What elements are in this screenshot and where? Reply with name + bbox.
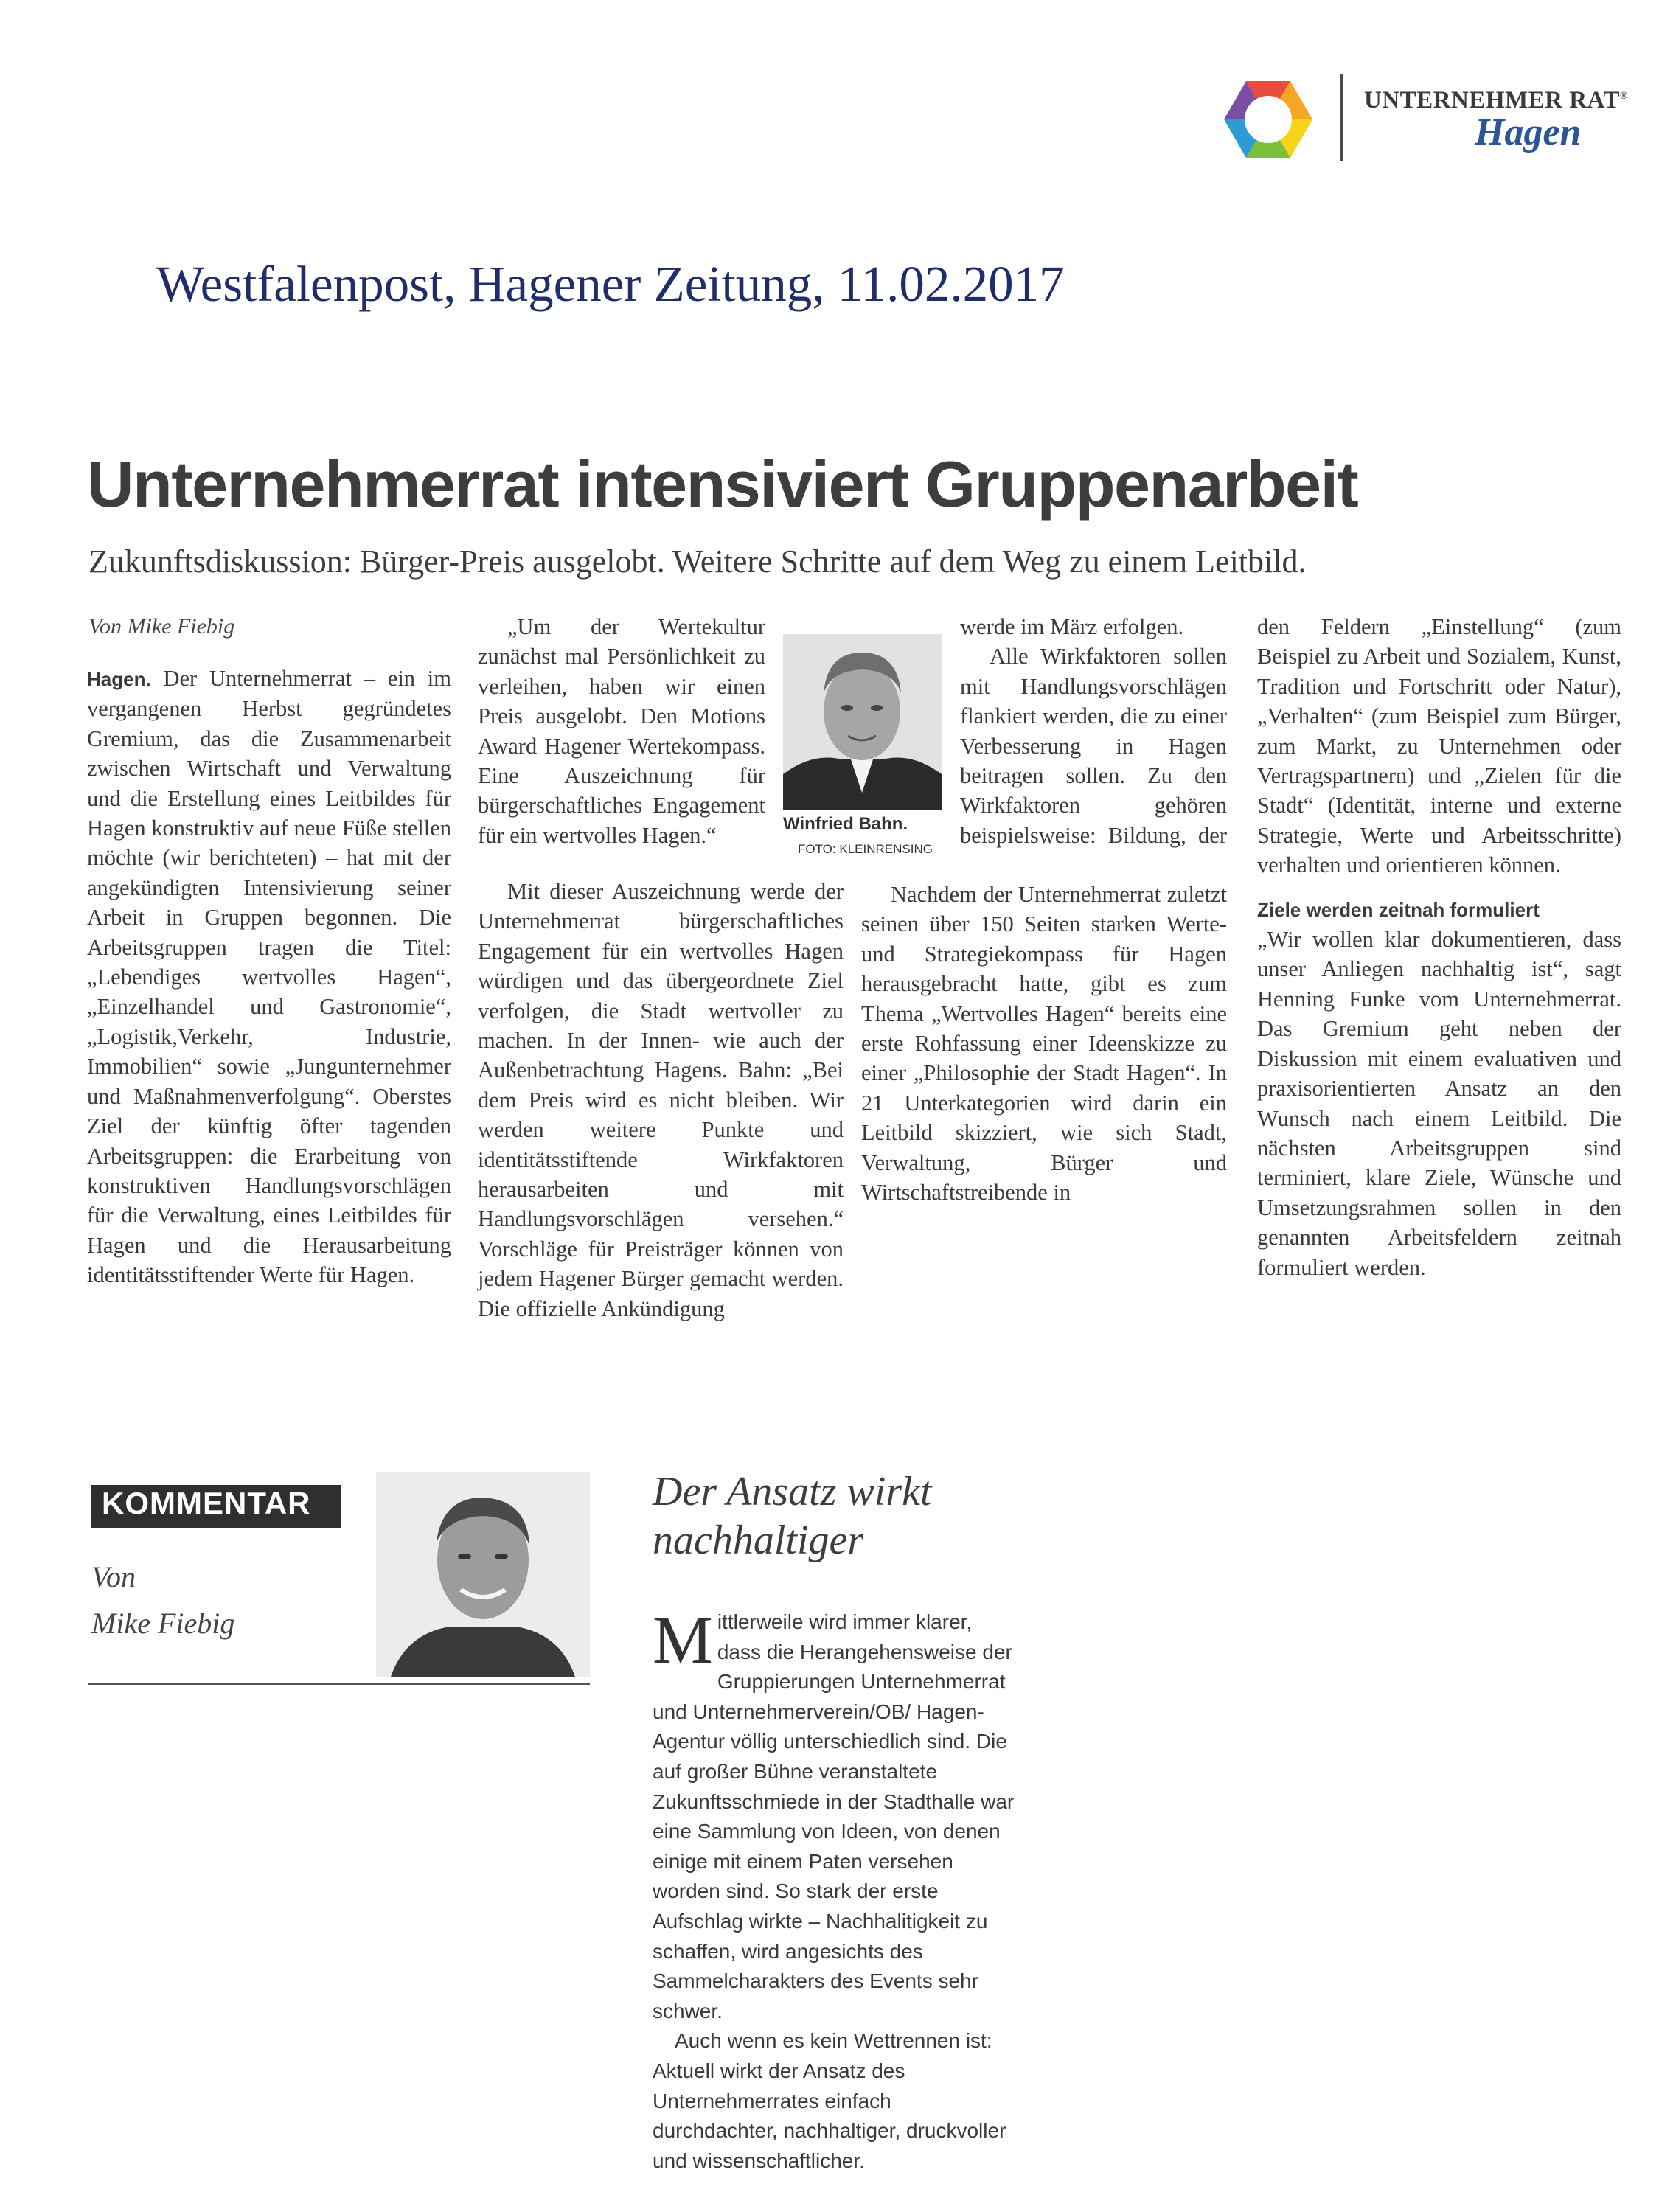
article-paragraph: „Wir wollen klar dokumentieren, dass unser Anliegen nachhaltig ist“, sagt Henning Funke vom Unternehmerrat. Das Gremium geht neben der Diskussion mit einem evaluativen und praxisorientierten Ansatz an den Wunsch nach einem Leitbild. Die nächsten Arbeitsgruppen sind terminiert, klare Ziele, Wünsche und Umsetzungsrahmen sollen in den genannten Arbeitsfeldern zeitnah formuliert werden. [1257, 927, 1621, 1280]
article-subhead: Ziele werden zeitnah formuliert [1257, 898, 1540, 921]
article-subheadline: Zukunftsdiskussion: Bürger-Preis ausgelobt. Weitere Schritte auf dem Weg zu einem Leitbild. [88, 543, 1307, 580]
commentary-title-line: Der Ansatz wirkt [653, 1469, 932, 1514]
article-column-3 [861, 880, 1227, 1207]
article-column-4 [1257, 612, 1621, 1282]
article-byline: Von Mike Fiebig [88, 614, 235, 639]
photo-credit: FOTO: KLEINRENSING [798, 842, 933, 856]
article-paragraph: Mit dieser Auszeichnung werde der Unternehmerrat bürgerschaftliches Engagement für ein wertvolles Hagen würdigen und das übergeordnete Ziel verfolgen, die Stadt wertvoller zu machen. In der Innen- wie auch der Außenbetrachtung Hagens. Bahn: „Bei dem Preis wird es nicht bleiben. Wir werden weitere Punkte und identitätsstiftende Wirkfaktoren herausarbeiten und mit Handlungsvorschlägen versehen.“ Vorschläge für Preisträger können von jedem Hagener Bürger gemacht werden. Die offizielle Ankündigung [478, 879, 844, 1321]
dateline: Hagen. [87, 668, 151, 690]
commentary-title [653, 1467, 932, 1565]
article-paragraph: Der Unternehmerrat – ein im vergangenen Herbst gegründetes Gremium, das die Zusammenarbeit zwischen Wirtschaft und Verwaltung und die Erstellung eines Leitbildes für Hagen konstruktiv auf neue Füße stellen möchte (wir berichteten) – hat mit der angekündigten Intensivierung seiner Arbeit in Gruppen begonnen. Die Arbeitsgruppen tragen die Titel: „Lebendiges wertvolles Hagen“, „Einzelhandel und Gastronomie“, „Logistik,Verkehr, Industrie, Immobilien“ sowie „Jungunternehmer und Maßnahmenverfolgung“. Oberstes Ziel der künftig öfter tagenden Arbeitsgruppen: die Erarbeitung von konstruktiven Handlungsvorschlägen für die Verwaltung, eines Leitbildes für Hagen und die Herausarbeitung identitätsstiftender Werte für Hagen. [87, 666, 451, 1288]
article-paragraph: Alle Wirkfaktoren sollen mit Handlungsvorschlägen flankiert werden, die zu einer Verbesserung in Hagen beitragen sollen. Zu den Wirkfaktoren gehören beispielsweise: Bildung, der [960, 644, 1227, 848]
commentary-author: Mike Fiebig [91, 1607, 235, 1640]
commentary-von: Von [91, 1560, 136, 1593]
photo-caption: Winfried Bahn. [783, 814, 908, 834]
article-headline: Unternehmerrat intensiviert Gruppenarbeit [87, 448, 1358, 521]
article-column-2-top [478, 612, 765, 850]
article-column-1 [87, 664, 451, 1290]
article-paragraph: Nachdem der Unternehmerrat zuletzt seinen über 150 Seiten starken Werte- und Strategiekompass für Hagen herausgebracht hatte, gibt es zum Thema „Wertvolles Hagen“ bereits eine erste Rohfassung einer Ideenskizze zu einer „Philosophie der Stadt Hagen“. In 21 Unterkategorien wird darin ein Leitbild skizziert, wie sich Stadt, Verwaltung, Bürger und Wirtschaftstreibende in [861, 882, 1227, 1206]
logo-text: UNTERNEHMER RAT® [1364, 87, 1628, 114]
commentary-paragraph: Auch wenn es kein Wettrennen ist: Aktuell wirkt der Ansatz des Unternehmerrates einfach durchdachter, nachhaltiger, druckvoller und wissenschaftlicher. [653, 2029, 1006, 2172]
commentary-paragraph: ittlerweile wird immer klarer, dass die Herangehensweise der Gruppierungen Unternehmerrat und Unternehmerverein/OB/ Hagen-Agentur völlig unterschiedlich sind. Die auf großer Bühne veranstaltete Zukunftsschmiede in der Stadthalle war eine Sammlung von Ideen, von denen einige mit einem Paten versehen worden sind. So stark der erste Aufschlag wirkte – Nachhalitigkeit zu schaffen, wird angesichts des Sammelcharakters des Events sehr schwer. [653, 1610, 1015, 2023]
drop-cap: M [653, 1602, 713, 1677]
article-column-2 [478, 877, 844, 1324]
source-line: Westfalenpost, Hagener Zeitung, 11.02.2017 [156, 256, 1065, 312]
article-paragraph: den Feldern „Einstellung“ (zum Beispiel zu Arbeit und Sozialem, Kunst, Tradition und Fortschritt oder Natur), „Verhalten“ (zum Beispiel zum Bürger, zum Markt, zu Unternehmen oder Vertragspartnern) und „Zielen für die Stadt“ (Identität, interne und externe Strategie, Werte und Arbeitsschritte) verhalten und orientieren können. [1257, 614, 1621, 878]
commentary-body [653, 1602, 1021, 2176]
logo-mark-icon [1220, 75, 1316, 164]
portrait-photo [783, 634, 942, 810]
article-column-3-top [960, 612, 1227, 848]
article-paragraph: „Um der Wertekultur zunächst mal Persönlichkeit zu verleihen, haben wir einen Preis ausgelobt. Den Motions Award Hagener Wertekompass. Eine Auszeichnung für bürgerschaftliches Engagement für ein wertvolles Hagen.“ [478, 614, 765, 848]
author-photo [376, 1472, 590, 1677]
logo-divider [1340, 74, 1343, 161]
commentary-divider [88, 1683, 590, 1685]
article-paragraph: werde im März erfolgen. [960, 614, 1184, 639]
logo-city: Hagen [1475, 111, 1582, 153]
kommentar-label: KOMMENTAR [102, 1486, 311, 1520]
commentary-title-line: nachhaltiger [653, 1517, 864, 1563]
